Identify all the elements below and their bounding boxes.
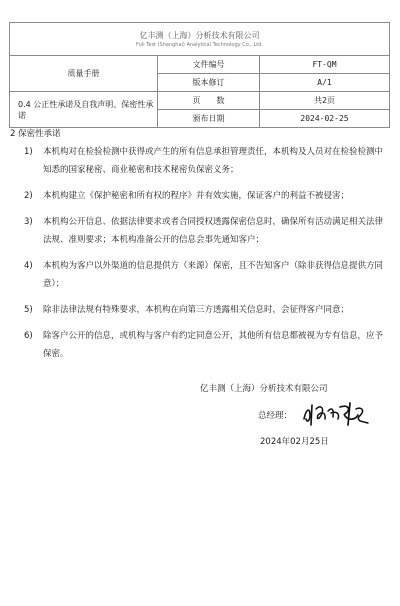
item-text: 本机构公开信息、依据法律要求或者合同授权透露保密信息时，确保所有活动满足相关法律法规、准则要求；本机构准备公开的信息会事先通知客户； bbox=[43, 217, 384, 245]
item-number: 3) bbox=[24, 217, 33, 227]
meta-label-pages: 页 数 bbox=[158, 92, 260, 110]
item-text: 本机构对在检验检测中获得或产生的所有信息承担管理责任，本机构及人员对在检验检测中知悉的国家秘密、商业秘密和技术秘密负保密义务； bbox=[43, 147, 384, 175]
signature-block bbox=[200, 383, 390, 447]
manual-label: 质量手册 bbox=[10, 56, 158, 92]
meta-label-revision: 版本修订 bbox=[158, 74, 260, 92]
meta-value-revision: A/1 bbox=[260, 74, 390, 92]
signing-company: 亿丰测（上海）分析技术有限公司 bbox=[200, 384, 328, 394]
meta-value-issue-date: 2024-02-25 bbox=[260, 110, 390, 128]
list-item bbox=[24, 301, 394, 319]
item-number: 4) bbox=[24, 261, 33, 271]
document-header-table bbox=[9, 22, 390, 128]
commitment-list bbox=[24, 143, 394, 371]
meta-label-doc-no: 文件编号 bbox=[158, 56, 260, 74]
company-name-en: Fuli Test (Shanghai) Analytical Technology Co., Ltd. bbox=[136, 42, 263, 48]
item-number: 1) bbox=[24, 147, 33, 157]
handwritten-signature bbox=[298, 399, 378, 429]
company-name-zh: 亿丰测（上海）分析技术有限公司 bbox=[139, 31, 260, 40]
section-title: 2 保密性承诺 bbox=[10, 129, 61, 139]
general-manager-label: 总经理： bbox=[258, 411, 293, 421]
document-title: 0.4 公正性承诺及自我声明、保密性承诺 bbox=[10, 92, 158, 128]
signature-row bbox=[258, 399, 398, 429]
signing-date: 2024年02月25日 bbox=[260, 437, 329, 447]
meta-value-doc-no: FT-QM bbox=[260, 56, 390, 74]
item-number: 5) bbox=[24, 305, 33, 315]
item-text: 本机构为客户以外渠道的信息提供方（来源）保密，且不告知客户（除非获得信息提供方同意）； bbox=[43, 261, 384, 289]
list-item bbox=[24, 327, 394, 363]
meta-label-issue-date: 颁布日期 bbox=[158, 110, 260, 128]
list-item bbox=[24, 213, 394, 249]
item-text: 除非法律法规有特殊要求，本机构在向第三方透露相关信息时，会征得客户同意； bbox=[43, 305, 350, 315]
list-item bbox=[24, 257, 394, 293]
item-number: 6) bbox=[24, 331, 33, 341]
meta-value-pages: 共2页 bbox=[260, 92, 390, 110]
item-number: 2) bbox=[24, 191, 33, 201]
company-header-cell bbox=[10, 23, 390, 56]
item-text: 本机构建立《保护秘密和所有权的程序》并有效实施，保证客户的利益不被侵害； bbox=[43, 191, 350, 201]
list-item bbox=[24, 187, 394, 205]
item-text: 除客户公开的信息，或机构与客户有约定同意公开，其他所有信息都被视为专有信息，应予保密。 bbox=[43, 331, 384, 359]
list-item bbox=[24, 143, 394, 179]
